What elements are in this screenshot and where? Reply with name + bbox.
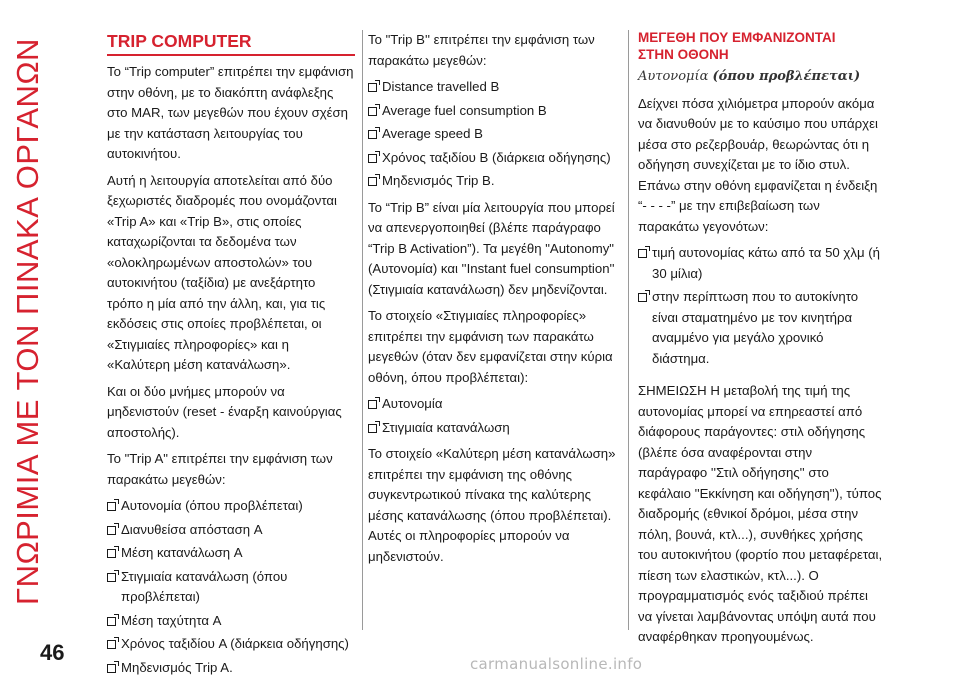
paragraph: Το "Trip A" επιτρέπει την εμφάνιση των παρακάτω μεγεθών: (107, 451, 333, 487)
subsection-heading: ΜΕΓΕΘΗ ΠΟΥ ΕΜΦΑΝΙΖΟΝΤΑΙ ΣΤΗΝ ΟΘΟΝΗ (638, 30, 836, 62)
column-1 (107, 30, 355, 684)
checkbox-bullet-icon (107, 502, 116, 511)
checkbox-bullet-icon (368, 400, 377, 409)
list-item: Χρόνος ταξιδίου A (διάρκεια οδήγησης) (107, 634, 355, 655)
checkbox-bullet-icon (638, 293, 647, 302)
paragraph: Το “Trip B” είναι μία λειτουργία που μπορεί να απενεργοποιηθεί (βλέπε παράγραφο “Trip B Activation”). Τα μεγέθη "Autonomy" (Αυτονομία) και ''Instant fuel consumption'' (Στιγμιαία κατανάλωση) δεν μηδενίζονται. (368, 199, 615, 297)
trip-a-list (107, 496, 355, 678)
checkbox-bullet-icon (638, 249, 647, 258)
trip-b-list (368, 77, 616, 192)
paragraph: Δείχνει πόσα χιλιόμετρα μπορούν ακόμα να διανυθούν με το καύσιμο που υπάρχει μέσα στο ρεζερβουάρ, θεωρώντας ότι η οδήγηση συνεχίζεται με το ίδιο στυλ. Επάνω στην οθόνη εμφανίζεται η ένδειξη “- - - -” με την επιβεβαίωση των παρακάτω γεγονότων: (638, 95, 878, 234)
checkbox-bullet-icon (368, 154, 377, 163)
list-item: τιμή αυτονομίας κάτω από τα 50 χλμ (ή 30 μίλια) (638, 243, 883, 284)
checkbox-bullet-icon (107, 664, 116, 673)
checkbox-bullet-icon (368, 424, 377, 433)
checkbox-bullet-icon (368, 83, 377, 92)
list-item: Στιγμιαία κατανάλωση (όπου προβλέπεται) (107, 567, 355, 608)
list-item: Διανυθείσα απόσταση A (107, 520, 355, 541)
column-3 (638, 30, 883, 654)
list-item: Μηδενισμός Trip B. (368, 171, 616, 192)
list-item: Average fuel consumption B (368, 101, 616, 122)
paragraph: Το “Trip computer” επιτρέπει την εμφάνιση στην οθόνη, με το διακόπτη ανάφλεξης στο MAR, των μεγεθών που έχουν σχέση με την κατάσταση λειτουργίας του αυτοκινήτου. (107, 64, 354, 161)
page-number: 46 (40, 640, 65, 665)
paragraph: Αυτή η λειτουργία αποτελείται από δύο ξεχωριστές διαδρομές που ονομάζονται «Trip A» και «Trip B», στις οποίες καταχωρίζονται τα δεδομένα των «ολοκληρωμένων αποστολών» του αυτοκινήτου (ταξίδια) με ανεξάρτητο τρόπο η μία από την άλλη, και, για τις εκδόσεις στις οποίες προβλέπεται, οι «Στιγμιαίες πληροφορίες» και η «Καλύτερη μέση κατανάλωση». (107, 172, 337, 372)
instant-info-list (368, 394, 616, 438)
item-title: Αυτονομία (όπου προβλέπεται) (638, 69, 861, 84)
list-item: Distance travelled B (368, 77, 616, 98)
section-heading: TRIP COMPUTER (107, 30, 355, 56)
checkbox-bullet-icon (368, 177, 377, 186)
paragraph: Το στοιχείο «Στιγμιαίες πληροφορίες» επιτρέπει την εμφάνιση των παρακάτω μεγεθών (όταν δεν εμφανίζεται στην κύρια οθόνη, όπου προβλέπεται): (368, 308, 613, 385)
list-item: Μέση κατανάλωση A (107, 543, 355, 564)
paragraph: Και οι δύο μνήμες μπορούν να μηδενιστούν (reset - έναρξη καινούργιας αποστολής). (107, 383, 342, 440)
list-item: Μηδενισμός Trip A. (107, 658, 355, 679)
checkbox-bullet-icon (107, 617, 116, 626)
column-divider (362, 30, 363, 630)
list-item: Στιγμιαία κατανάλωση (368, 418, 616, 439)
paragraph: Το "Trip B'' επιτρέπει την εμφάνιση των παρακάτω μεγεθών: (368, 32, 595, 68)
list-item: Average speed B (368, 124, 616, 145)
checkbox-bullet-icon (368, 130, 377, 139)
paragraph: Το στοιχείο «Καλύτερη μέση κατανάλωση» επιτρέπει την εμφάνιση της οθόνης συγκεντρωτικού πίνακα της καλύτερης μέσης κατανάλωσης (όπου προβλέπεται). Αυτές οι πληροφορίες μπορούν να μηδενιστούν. (368, 446, 616, 564)
column-divider (628, 30, 629, 630)
watermark-text: carmanualsonline.info (470, 655, 643, 673)
column-2 (368, 30, 616, 573)
checkbox-bullet-icon (107, 526, 116, 535)
checkbox-bullet-icon (107, 640, 116, 649)
list-item: Χρόνος ταξιδίου B (διάρκεια οδήγησης) (368, 148, 616, 169)
checkbox-bullet-icon (368, 107, 377, 116)
chapter-side-title: ΓΝΩΡΙΜΙΑ ΜΕ ΤΟΝ ΠΙΝΑΚΑ ΟΡΓΑΝΩΝ (10, 38, 45, 605)
list-item: Μέση ταχύτητα A (107, 611, 355, 632)
note-paragraph: ΣΗΜΕΙΩΣΗ Η μεταβολή της τιμή της αυτονομίας μπορεί να επηρεαστεί από διάφορους παράγοντες: στιλ οδήγησης (βλέπε όσα αναφέρονται στην παράγραφο ''Στιλ οδήγησης'' στο κεφάλαιο ''Εκκίνηση και οδήγηση''), τύπος διαδρομής (εθνικοί δρόμοι, μέσα στην πόλη, βουνά, κτλ...), συνθήκες χρήσης του αυτοκινήτου (φορτίο που μεταφέρεται, πίεση των ελαστικών, κτλ...). Ο προγραμματισμός ενός ταξιδιού πρέπει να γίνεται λαμβάνοντας υπόψη αυτά που αναφέρθηκαν προηγουμένως. (638, 383, 883, 644)
checkbox-bullet-icon (107, 549, 116, 558)
list-item: Αυτονομία (όπου προβλέπεται) (107, 496, 355, 517)
conditions-list (638, 243, 883, 369)
list-item: Αυτονομία (368, 394, 616, 415)
list-item: στην περίπτωση που το αυτοκίνητο είναι σταματημένο με τον κινητήρα αναμμένο για μεγάλο χρονικό διάστημα. (638, 287, 883, 369)
checkbox-bullet-icon (107, 573, 116, 582)
